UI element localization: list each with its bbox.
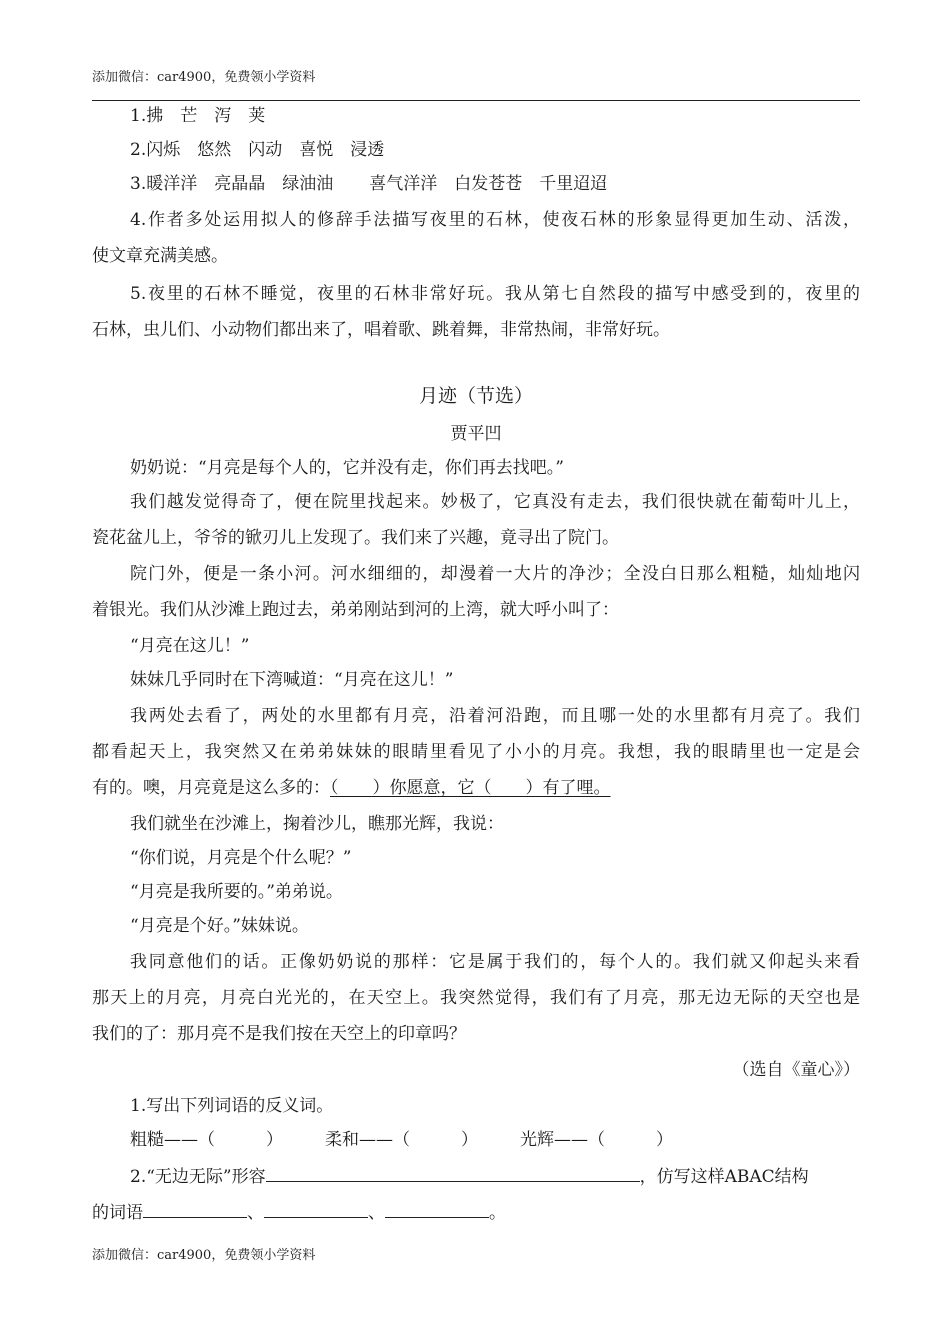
paragraph-1: 奶奶说：“月亮是每个人的，它并没有走，你们再去找吧。” xyxy=(130,458,564,478)
paragraph-11-line3: 我们的了：那月亮不是我们按在天空上的印章吗？ xyxy=(92,1024,466,1044)
question-2-text-cont: ，仿写这样ABAC结构 xyxy=(639,1167,809,1187)
paragraph-6-line1: 我两处去看了，两处的水里都有月亮，沿着河沿跑，而且哪一处的水里都有月亮了。我们 xyxy=(130,706,860,726)
header-divider xyxy=(92,100,860,101)
paragraph-6-line2: 都看起天上，我突然又在弟弟妹妹的眼睛里看见了小小的月亮。我想，我的眼睛里也一定是会 xyxy=(92,742,860,762)
period: 。 xyxy=(489,1203,506,1223)
paragraph-3-line2: 着银光。我们从沙滩上跑过去，弟弟刚站到河的上湾，就大呼小叫了： xyxy=(92,600,619,620)
separator: 、 xyxy=(368,1203,385,1223)
answer-4-line1: 4.作者多处运用拟人的修辞手法描写夜里的石林，使夜石林的形象显得更加生动、活泼， xyxy=(130,210,860,230)
antonym-item-2: 柔和——（ ） xyxy=(325,1130,478,1150)
answer-blank-3[interactable] xyxy=(264,1200,368,1218)
fill-in-blank-sentence: （ ）你愿意，它（ ）有了哩。 xyxy=(330,778,611,798)
separator: 、 xyxy=(247,1203,264,1223)
paragraph-5: 妹妹几乎同时在下湾喊道：“月亮在这儿！” xyxy=(130,670,454,690)
answer-blank-1[interactable] xyxy=(266,1164,640,1182)
antonym-item-1: 粗糙——（ ） xyxy=(130,1130,283,1150)
question-2-line1 xyxy=(130,1164,860,1189)
answer-2: 2.闪烁 悠然 闪动 喜悦 浸透 xyxy=(130,140,385,160)
answer-3-part1: 3.暖洋洋 亮晶晶 绿油油 xyxy=(130,174,334,194)
paragraph-11-line1: 我同意他们的话。正像奶奶说的那样：它是属于我们的，每个人的。我们就又仰起头来看 xyxy=(130,952,860,972)
paragraph-2-line1: 我们越发觉得奇了，便在院里找起来。妙极了，它真没有走去，我们很快就在葡萄叶儿上， xyxy=(130,492,860,512)
paragraph-11-line2: 那天上的月亮，月亮白光光的，在天空上。我突然觉得，我们有了月亮，那无边无际的天空也是 xyxy=(92,988,860,1008)
answer-blank-4[interactable] xyxy=(385,1200,489,1218)
paragraph-2-line2: 瓷花盆儿上，爷爷的锨刃儿上发现了。我们来了兴趣，竟寻出了院门。 xyxy=(92,528,619,548)
page-header: 添加微信：car4900，免费领小学资料 xyxy=(92,70,316,85)
answer-5-line2: 石林，虫儿们、小动物们都出来了，唱着歌、跳着舞，非常热闹，非常好玩。 xyxy=(92,320,670,340)
article-title: 月迹（节选） xyxy=(418,385,533,407)
paragraph-10: “月亮是个好。”妹妹说。 xyxy=(130,916,309,936)
antonym-item-3: 光辉——（ ） xyxy=(520,1130,673,1150)
paragraph-4: “月亮在这儿！” xyxy=(130,636,250,656)
answer-3 xyxy=(130,172,860,196)
article-author: 贾平凹 xyxy=(450,424,502,444)
answer-3-part2: 喜气洋洋 白发苍苍 千里迢迢 xyxy=(369,174,608,194)
question-2-line2 xyxy=(92,1200,860,1225)
answer-5-line1: 5.夜里的石林不睡觉，夜里的石林非常好玩。我从第七自然段的描写中感受到的，夜里的 xyxy=(130,284,860,304)
answer-4-line2: 使文章充满美感。 xyxy=(92,246,228,266)
answer-1: 1.拂 芒 泻 荚 xyxy=(130,106,266,126)
paragraph-6-line3-text: 有的。噢，月亮竟是这么多的： xyxy=(92,778,330,798)
paragraph-6-line3 xyxy=(92,776,860,800)
paragraph-9: “月亮是我所要的。”弟弟说。 xyxy=(130,882,343,902)
answer-blank-2[interactable] xyxy=(143,1200,247,1218)
question-2-text-end: 的词语 xyxy=(92,1203,143,1223)
question-1: 1.写出下列词语的反义词。 xyxy=(130,1096,334,1116)
question-1-items xyxy=(130,1128,860,1152)
page-footer: 添加微信：car4900，免费领小学资料 xyxy=(92,1248,316,1263)
article-source: （选自《童心》） xyxy=(732,1060,860,1080)
paragraph-3-line1: 院门外，便是一条小河。河水细细的，却漫着一大片的净沙；全没白日那么粗糙，灿灿地闪 xyxy=(130,564,860,584)
paragraph-8: “你们说，月亮是个什么呢？” xyxy=(130,848,352,868)
question-2-text: 2.“无边无际”形容 xyxy=(130,1167,266,1187)
paragraph-7: 我们就坐在沙滩上，掬着沙儿，瞧那光辉，我说： xyxy=(130,814,504,834)
